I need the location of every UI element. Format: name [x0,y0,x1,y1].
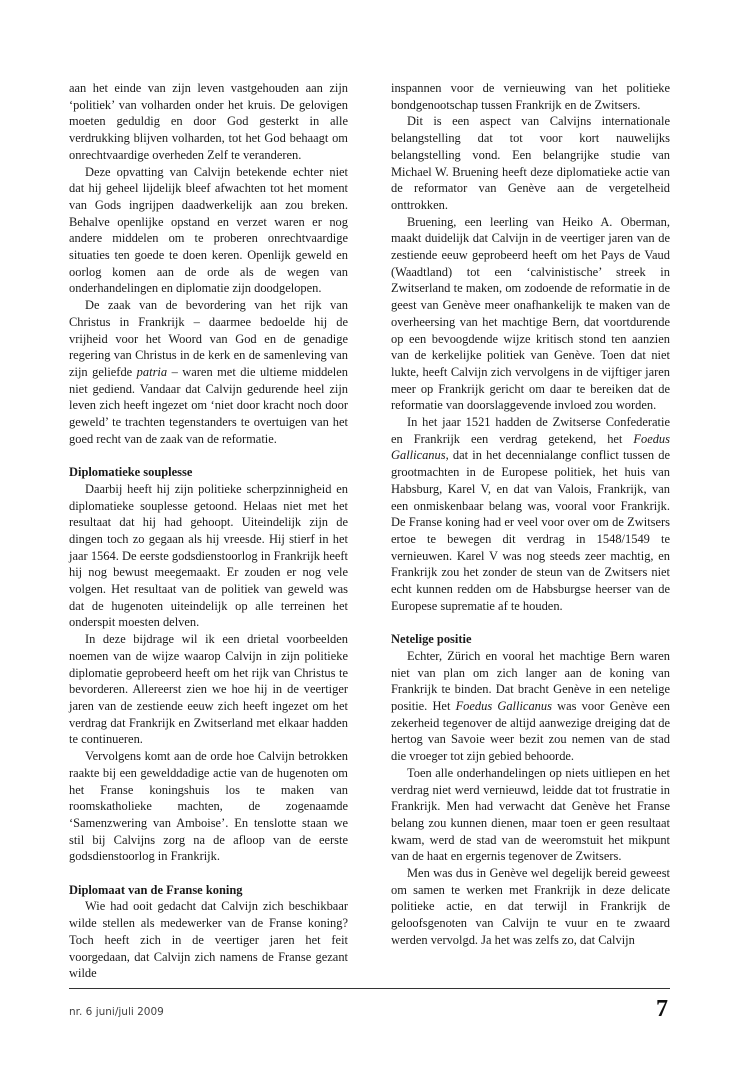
paragraph: aan het einde van zijn leven vastgehouden aan zijn ‘politiek’ van volharden onder het kruis. De gelovigen moeten geduldig en door God gesterkt in alle verdrukking blijven volharden, tot het God behaagt om onrechtvaardige overheden Zelf te veranderen. [69,81,348,162]
paragraph: Deze opvatting van Calvijn betekende echter niet dat hij geheel lijdelijk bleef afwachten tot het moment van Gods ingrijpen daadwerkelijk aan zou breken. Behalve openlijke opstand en verzet waren er nog andere middelen om te proberen onrechtvaardige situaties ten goede te doen keren. Openlijk geweld en oorlog komen aan de orde als de wegen van onderhandelingen en diplomatie zijn doodgelopen. [69,164,348,296]
paragraph: In het jaar 1521 hadden de Zwitserse Confederatie en Frankrijk een verdrag getekend, het Foedus Gallicanus, dat in het decennialange conflict tussen de grootmachten in de Europese politiek, het huis van Habsburg, Karel V, en dat van Valois, Frankrijk, van een onmiskenbaar belang was, vooral voor Frankrijk. De Franse koning had er veel voor over om de Zwitsers ertoe te bewegen dit verdrag in 1548/1549 te vernieuwen. Karel V was nog steeds zeer machtig, en Frankrijk zou het zonder de steun van de Zwitsers niet echt kunnen redden om de Habsburgse heerser van de Europese suprematie af te houden. [391,415,670,613]
paragraph: Bruening, een leerling van Heiko A. Oberman, maakt duidelijk dat Calvijn in de veertiger jaren van de zestiende eeuw geprobeerd heeft om het Pays de Vaud (Waadtland) tot een ‘calvinistische’ streek in Zwitserland te maken, om zodoende de reformatie in de geest van Genève meer onafhankelijk te maken van de overheersing van het machtige Bern, dat voortdurende op een bevoogdende wijze kritisch stond ten aanzien van de kerkelijke politiek van Genève. Toen dat niet lukte, heeft Calvijn zich vervolgens in de vijftiger jaren meer op Frankrijk gericht om daar te bereiken dat de reformatie van doorslaggevende invloed zou worden. [391,214,670,413]
italic-term: Foedus Gallicanus [455,699,552,713]
issue-label: nr. 6 juni/juli 2009 [69,1006,164,1018]
paragraph: Echter, Zürich en vooral het machtige Bern waren niet van plan om zich langer aan de koning van Frankrijk te binden. Dat bracht Genève in een netelige positie. Het Foedus Gallicanus was voor Genève een zekerheid tegenover de altijd aanwezige dreiging dat de hertog van Savoie weer bezit zou nemen van de stad die vroeger tot zijn gebied behoorde. [391,648,671,764]
paragraph: Toen alle onderhandelingen op niets uitliepen en het verdrag niet werd vernieuwd, leidde dat tot frustratie in Frankrijk. Men had verwacht dat Genève het Franse belang zou kunnen dienen, maar toen er geen resultaat kwam, werd de stad van de weeromstuit het mikpunt van de haat en ergernis tegenover de Zwitsers. [391,765,670,864]
paragraph: Vervolgens komt aan de orde hoe Calvijn betrokken raakte bij een gewelddadige actie van de hugenoten om het Franse koningshuis los te maken van roomskatholieke machten, de zogenaamde ‘Samenzwering van Amboise’. En tenslotte staan we stil bij Calvijns zorg na de afloop van de eerste godsdienstoorlog in Frankrijk. [69,749,348,864]
left-column [69,80,348,982]
section-heading: Diplomaat van de Franse koning [69,882,243,897]
paragraph: inspannen voor de vernieuwing van het politieke bondgenootschap tussen Frankrijk en de Zwitsers. [391,81,670,112]
paragraph: Men was dus in Genève wel degelijk bereid geweest om samen te werken met Frankrijk in deze delicate politieke actie, en dat terwijl in Frankrijk de geloofsgenoten van Calvijn te vuur en te zwaard werden vervolgd. Ja het was zelfs zo, dat Calvijn [391,866,670,947]
page-number: 7 [656,996,668,1022]
paragraph: Wie had ooit gedacht dat Calvijn zich beschikbaar wilde stellen als medewerker van de Franse koning? Toch heeft zich in de veertiger jaren het feit voorgedaan, dat Calvijn zich namens de Franse gezant wilde [69,899,348,981]
footer-rule [69,988,670,989]
paragraph: Dit is een aspect van Calvijns internationale belangstelling dat tot voor kort nauwelijks belangstelling vond. Een belangrijke studie van Michael W. Bruening heeft deze diplomatieke actie van de reformator van Genève aan de vergetelheid onttrokken. [391,114,670,212]
paragraph: Daarbij heeft hij zijn politieke scherpzinnigheid en diplomatieke souplesse getoond. Helaas niet met het resultaat dat hij had gehoopt. Uiteindelijk zijn de dingen toch zo gegaan als hij vreesde. Hij stierf in het jaar 1564. De eerste godsdienstoorlog in Frankrijk heeft hij nog bewust meegemaakt. Er zouden er nog vele volgen. Het resultaat van de politiek van geweld was dat de hugenoten uiteindelijk op alle terreinen het onderspit moesten delven. [69,481,348,630]
italic-term: Foedus Gallicanus [391,431,670,463]
section-heading: Netelige positie [391,632,472,647]
section-heading: Diplomatieke souplesse [69,465,193,480]
italic-term: patria [136,364,168,379]
right-column [391,80,670,949]
paragraph: In deze bijdrage wil ik een drietal voorbeelden noemen van de wijze waarop Calvijn in zijn politieke diplomatie geprobeerd heeft om het rijk van Christus te bevorderen. Allereerst zien we hoe hij in de veertiger jaren van de zestiende eeuw zich heeft ingezet om het verdrag dat Frankrijk en Zwitserland met elkaar hadden te continueren. [69,632,348,747]
paragraph: De zaak van de bevordering van het rijk van Christus in Frankrijk – daarmee bedoelde hij de vrijheid voor het Woord van God en de genadige regering van Christus in de kerk en de samenleving van zijn geliefde patria – waren met die ultieme middelen niet gediend. Vandaar dat Calvijn gedurende heel zijn leven zich heeft ingezet om ‘niet door kracht noch door geweld’ te trachten tegenstanders te overtuigen van het goed recht van de zaak van de reformatie. [69,298,349,446]
